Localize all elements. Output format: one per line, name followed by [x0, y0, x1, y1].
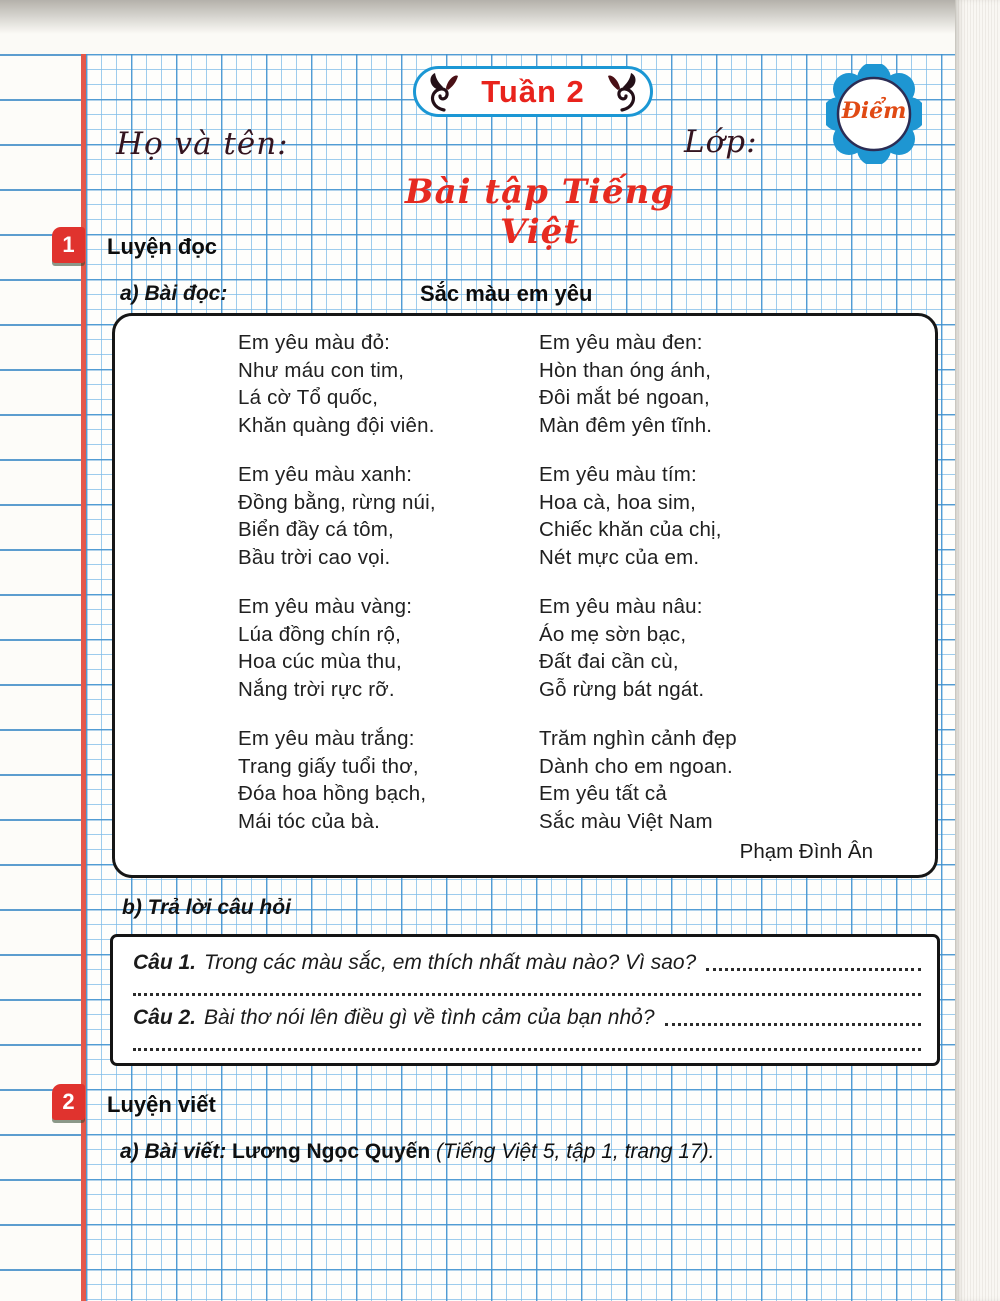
poem-stanza	[539, 725, 919, 835]
poem-author: Phạm Đình Ân	[739, 840, 873, 863]
poem-line: Hoa cà, hoa sim,	[539, 490, 697, 514]
poem-stanza	[238, 725, 539, 835]
part-a-writing-label: a) Bài viết:	[120, 1140, 227, 1163]
section-2-title: Luyện viết	[107, 1092, 216, 1117]
answer-dots-row	[133, 978, 921, 1000]
poem-line: Em yêu màu vàng:	[238, 595, 413, 618]
question-2-text: Bài thơ nói lên điều gì về tình cảm của bạn nhỏ?	[204, 1006, 655, 1030]
poem-stanza	[539, 461, 919, 571]
answer-dots-line	[133, 978, 921, 996]
poem-stanza	[238, 461, 539, 571]
fleuron-icon	[608, 72, 638, 112]
answer-dots-line	[133, 1033, 921, 1051]
poem-line: Em yêu màu đỏ:	[238, 331, 391, 354]
answer-dots-line	[706, 968, 921, 971]
writing-assignment-line	[120, 1140, 714, 1164]
name-field-label: Họ và tên:	[116, 126, 289, 162]
section-1-title: Luyện đọc	[107, 234, 218, 259]
week-banner	[413, 66, 653, 117]
poem-columns	[238, 329, 919, 857]
poem-line: Mái tóc của bà.	[238, 809, 381, 833]
poem-column-left	[238, 329, 539, 857]
poem-line: Nét mực của em.	[539, 545, 700, 569]
week-label: Tuần 2	[481, 73, 585, 109]
poem-line: Như máu con tim,	[238, 358, 405, 382]
poem-stanza	[238, 329, 539, 439]
poem-title: Sắc màu em yêu	[420, 281, 593, 306]
page-title: Bài tập Tiếng Việt	[404, 172, 676, 252]
part-b-questions-label: b) Trả lời câu hỏi	[122, 896, 291, 919]
question-2-label: Câu 2.	[133, 1006, 197, 1030]
poem-stanza	[238, 593, 539, 703]
poem-line: Trăm nghìn cảnh đẹp	[539, 727, 737, 750]
poem-line: Đất đai cần cù,	[539, 650, 679, 673]
poem-line: Đôi mắt bé ngoan,	[539, 386, 710, 409]
fleuron-icon	[428, 72, 458, 112]
poem-line: Áo mẹ sờn bạc,	[539, 622, 687, 646]
scan-edge-right	[955, 0, 1000, 1301]
poem-line: Lúa đồng chín rộ,	[238, 622, 401, 646]
poem-column-right	[539, 329, 919, 857]
answer-dots-line	[665, 1023, 921, 1026]
writing-work-title: Lương Ngọc Quyến	[232, 1140, 431, 1163]
poem-line: Em yêu màu nâu:	[539, 595, 703, 618]
question-2-row	[133, 1002, 921, 1030]
poem-line: Bầu trời cao vọi.	[238, 545, 391, 569]
questions-box	[110, 934, 940, 1066]
poem-line: Chiếc khăn của chị,	[539, 518, 722, 541]
poem-stanza	[539, 329, 919, 439]
poem-line: Màn đêm yên tĩnh.	[539, 413, 713, 437]
poem-line: Hoa cúc mùa thu,	[238, 650, 402, 673]
question-1-row	[133, 947, 921, 975]
poem-line: Nắng trời rực rỡ.	[238, 677, 395, 701]
writing-source-reference: (Tiếng Việt 5, tập 1, trang 17).	[436, 1140, 715, 1163]
poem-line: Sắc màu Việt Nam	[539, 809, 713, 833]
section-2-badge: 2	[52, 1084, 85, 1120]
poem-box	[112, 313, 938, 878]
poem-line: Gỗ rừng bát ngát.	[539, 677, 705, 701]
poem-line: Dành cho em ngoan.	[539, 754, 733, 778]
poem-line: Em yêu màu đen:	[539, 331, 703, 354]
poem-line: Trang giấy tuổi thơ,	[238, 754, 419, 778]
poem-line: Lá cờ Tổ quốc,	[238, 386, 379, 409]
poem-line: Hòn than óng ánh,	[539, 358, 712, 382]
poem-line: Em yêu tất cả	[539, 782, 667, 805]
score-label: Điểm	[841, 98, 907, 124]
poem-line: Đồng bằng, rừng núi,	[238, 490, 436, 514]
poem-stanza	[539, 593, 919, 703]
poem-line: Khăn quàng đội viên.	[238, 413, 435, 437]
question-1-label: Câu 1.	[133, 951, 197, 974]
answer-dots-row	[133, 1033, 921, 1055]
scan-smudge-top	[0, 0, 955, 34]
part-a-reading-label: a) Bài đọc:	[120, 282, 228, 305]
class-field-label: Lớp:	[684, 124, 758, 160]
poem-line: Em yêu màu tím:	[539, 463, 697, 486]
poem-line: Đóa hoa hồng bạch,	[238, 782, 427, 805]
section-1-badge: 1	[52, 227, 85, 263]
question-1-text: Trong các màu sắc, em thích nhất màu nào? Vì sao?	[204, 951, 697, 974]
poem-line: Biển đầy cá tôm,	[238, 518, 394, 541]
poem-line: Em yêu màu xanh:	[238, 463, 413, 486]
poem-line: Em yêu màu trắng:	[238, 727, 415, 750]
score-badge	[826, 64, 922, 164]
